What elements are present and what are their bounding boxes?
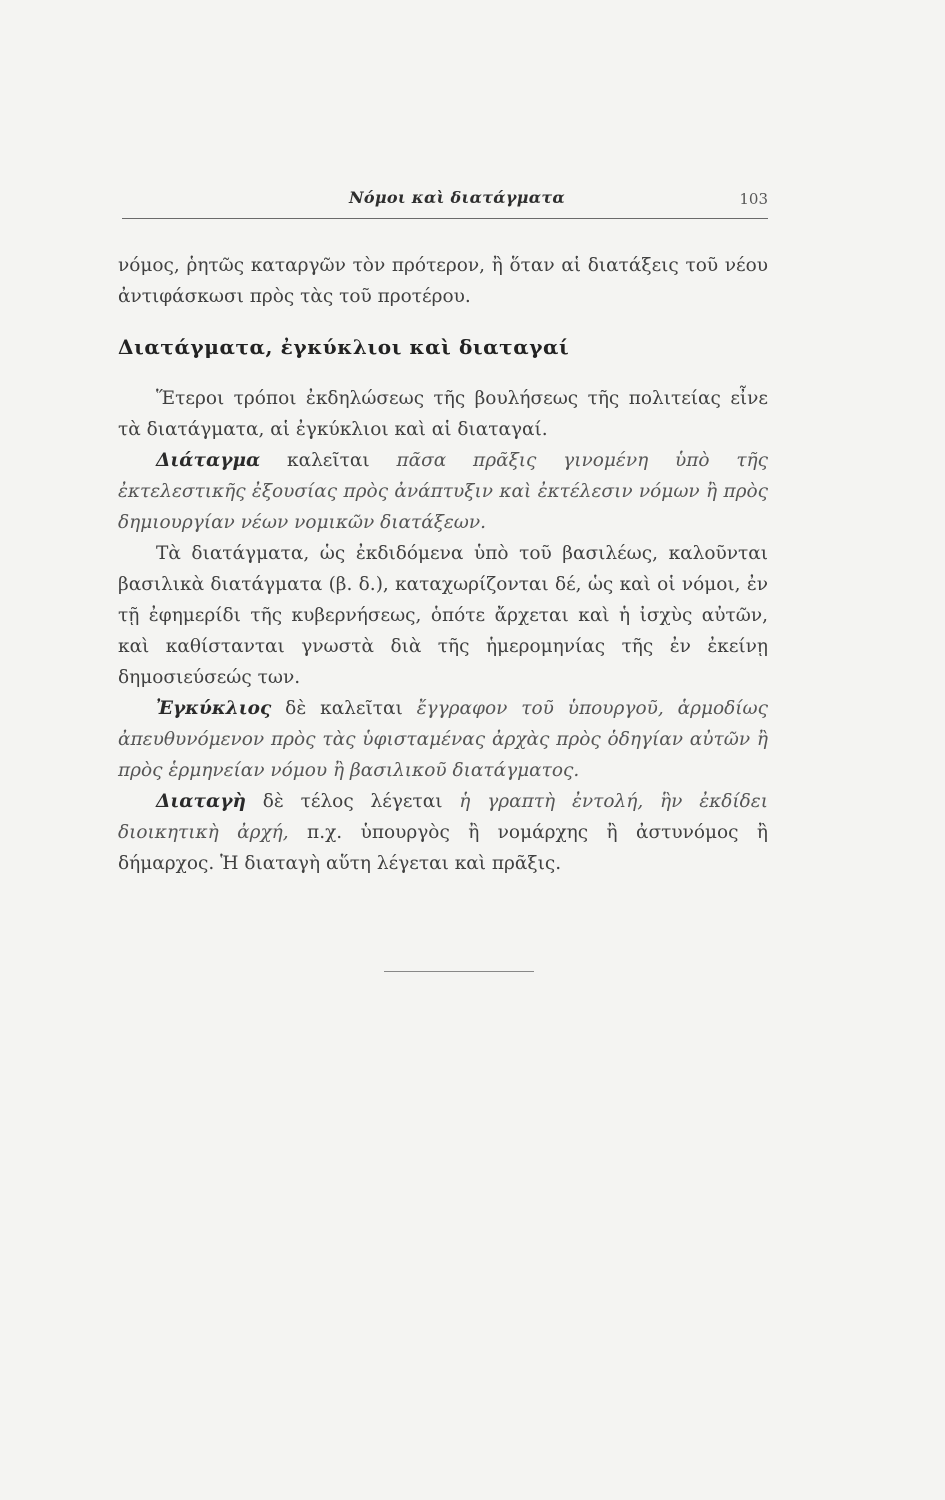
- section-heading: Διατάγματα, ἐγκύκλιοι καὶ διαταγαί: [118, 335, 570, 359]
- definition-text: ἔγγραφον τοῦ ὑπουργοῦ, ἁρμοδίως ἀπευθυνόμενον πρὸς τὰς ὑφισταμένας ἀρχὰς πρὸς ὁδηγίαν αὐτῶν ἢ πρὸς ἑρμηνείαν νόμου ἢ βασιλικοῦ διατάγματος.: [118, 698, 768, 781]
- term-diatagma: Διάταγμα: [156, 450, 261, 471]
- paragraph-text: δὲ καλεῖται: [271, 698, 417, 719]
- paragraph-diatagma: [118, 445, 768, 538]
- body-text: [118, 250, 768, 879]
- term-egkyklios: Ἐγκύκλιος: [156, 698, 272, 719]
- end-rule: [384, 971, 534, 972]
- paragraph-royal-decrees: Τὰ διατάγματα, ὡς ἐκδιδόμενα ὑπὸ τοῦ βασιλέως, καλοῦνται βασιλικὰ διατάγματα (β. δ.), καταχωρίζονται δέ, ὡς καὶ οἱ νόμοι, ἐν τῇ ἐφημερίδι τῆς κυβερνήσεως, ὁπότε ἄρχεται καὶ ἡ ἰσχὺς αὐτῶν, καὶ καθίστανται γνωστὰ διὰ τῆς ἡμερομηνίας τῆς ἐν ἐκείνῃ δημοσιεύσεώς των.: [118, 543, 768, 688]
- page-number: 103: [739, 190, 768, 208]
- running-header: [122, 188, 768, 222]
- running-head-title: Νόμοι καὶ διατάγματα: [348, 188, 566, 207]
- paragraph-egkyklios: [118, 693, 768, 786]
- paragraph-diatagi: [118, 786, 768, 879]
- paragraph-text: δὲ τέλος λέγεται: [245, 791, 460, 812]
- paragraph-text: καλεῖται: [260, 450, 397, 471]
- paragraph-intro: Ἕτεροι τρόποι ἐκδηλώσεως τῆς βουλήσεως τῆς πολιτείας εἶνε τὰ διατάγματα, αἱ ἐγκύκλιοι καὶ αἱ διαταγαί.: [118, 388, 768, 440]
- term-diatagi: Διαταγὴ: [156, 791, 246, 812]
- header-rule: [122, 218, 768, 219]
- definition-text: ἡ γραπτὴ ἐντολή, ἣν ἐκδίδει διοικητικὴ ἀρχή,: [118, 791, 768, 843]
- paragraph-text: π.χ. ὑπουργὸς ἢ νομάρχης ἢ ἀστυνόμος ἢ δήμαρχος. Ἡ διαταγὴ αὕτη λέγεται καὶ πρᾶξις.: [118, 822, 768, 874]
- definition-text: πᾶσα πρᾶξις γινομένη ὑπὸ τῆς ἐκτελεστικῆς ἐξουσίας πρὸς ἀνάπτυξιν καὶ ἐκτέλεσιν νόμων ἢ πρὸς δημιουργίαν νέων νομικῶν διατάξεων.: [118, 450, 768, 533]
- continuation-paragraph: νόμος, ῥητῶς καταργῶν τὸν πρότερον, ἢ ὅταν αἱ διατάξεις τοῦ νέου ἀντιφάσκωσι πρὸς τὰς τοῦ προτέρου.: [118, 255, 768, 307]
